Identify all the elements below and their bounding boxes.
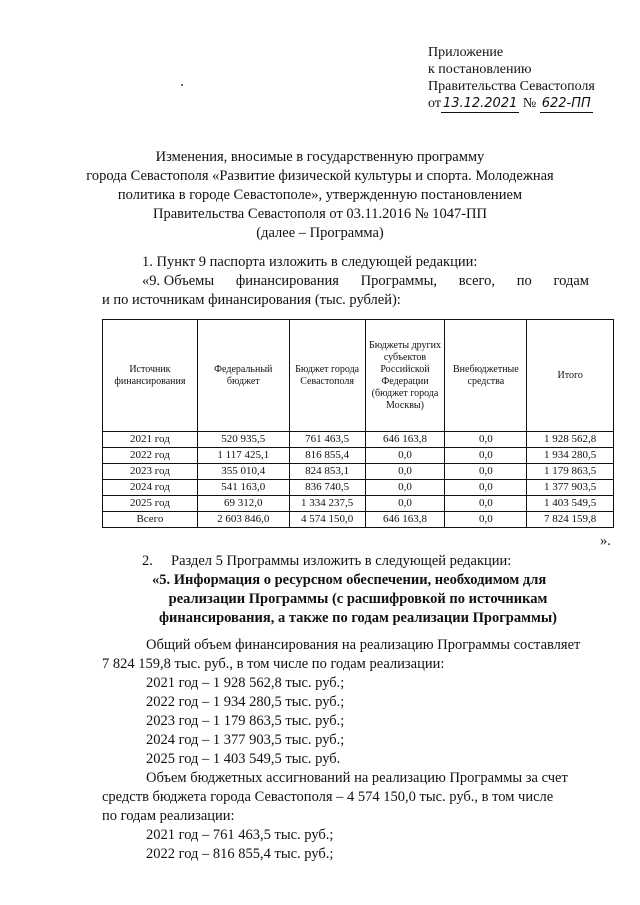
table-close-mark: ». <box>600 533 611 549</box>
year-total-item: 2024 год – 1 377 903,5 тыс. руб.; <box>146 732 345 748</box>
table-cell: 0,0 <box>445 464 527 480</box>
table-cell: 2022 год <box>103 448 198 464</box>
year-city-item: 2022 год – 816 855,4 тыс. руб.; <box>146 846 334 862</box>
table-cell: 0,0 <box>445 480 527 496</box>
table-cell: 1 117 425,1 <box>197 448 289 464</box>
year-total-item: 2023 год – 1 179 863,5 тыс. руб.; <box>146 713 345 729</box>
approval-date-line <box>428 95 628 113</box>
section5-heading-line-2: реализации Программы (с расшифровкой по источникам <box>168 591 548 607</box>
table-cell: 836 740,5 <box>289 480 365 496</box>
city-budget-line-3: по годам реализации: <box>102 808 235 824</box>
item2-heading: 2. Раздел 5 Программы изложить в следующей редакции: <box>142 553 512 569</box>
table-row <box>103 432 614 448</box>
table-row <box>103 496 614 512</box>
year-total-item: 2022 год – 1 934 280,5 тыс. руб.; <box>146 694 345 710</box>
table-cell: 0,0 <box>445 496 527 512</box>
title-line-4: Правительства Севастополя от 03.11.2016 № 1047-ПП <box>152 206 488 222</box>
financing-table <box>102 319 614 528</box>
table-cell: 1 179 863,5 <box>527 464 614 480</box>
approval-block <box>428 44 628 113</box>
number-label: № <box>522 96 537 111</box>
city-budget-line-2: средств бюджета города Севастополя – 4 574 150,0 тыс. руб., в том числе <box>102 789 554 805</box>
table-cell: 355 010,4 <box>197 464 289 480</box>
year-city-item: 2021 год – 761 463,5 тыс. руб.; <box>146 827 334 843</box>
table-row <box>103 464 614 480</box>
handwritten-date: 13.12.2021 <box>442 96 518 111</box>
table-cell: 7 824 159,8 <box>527 512 614 528</box>
section5-heading-line-3: финансирования, а также по годам реализации Программы) <box>158 610 558 626</box>
approval-line-1: Приложение <box>428 45 504 60</box>
city-budget-line-1: Объем бюджетных ассигнований на реализацию Программы за счет <box>146 770 568 786</box>
table-cell: 1 334 237,5 <box>289 496 365 512</box>
table-cell: Всего <box>103 512 198 528</box>
title-line-1: Изменения, вносимые в государственную программу <box>155 149 485 165</box>
table-cell: 1 403 549,5 <box>527 496 614 512</box>
table-cell: 0,0 <box>445 512 527 528</box>
table-row <box>103 448 614 464</box>
table-header-row <box>103 320 614 432</box>
table-cell: 0,0 <box>365 496 445 512</box>
title-line-3: политика в городе Севастополе», утвержденную постановлением <box>117 187 523 203</box>
item1-line-2: и по источникам финансирования (тыс. рублей): <box>102 292 401 308</box>
table-cell: 761 463,5 <box>289 432 365 448</box>
table-cell: 0,0 <box>445 432 527 448</box>
approval-line-3: Правительства Севастополя <box>428 79 595 94</box>
header-extrabudget: Внебюджетные средства <box>445 320 527 432</box>
table-cell: 816 855,4 <box>289 448 365 464</box>
table-cell: 1 934 280,5 <box>527 448 614 464</box>
table-cell: 646 163,8 <box>365 512 445 528</box>
approval-line-2: к постановлению <box>428 62 532 77</box>
table-cell: 2024 год <box>103 480 198 496</box>
table-cell: 0,0 <box>445 448 527 464</box>
table-cell: 4 574 150,0 <box>289 512 365 528</box>
header-source: Источник финансирования <box>103 320 198 432</box>
from-label: от <box>428 96 441 111</box>
header-other-subjects: Бюджеты других субъектов Российской Федерации (бюджет города Москвы) <box>365 320 445 432</box>
table-cell: 0,0 <box>365 464 445 480</box>
table-cell: 69 312,0 <box>197 496 289 512</box>
table-cell: 0,0 <box>365 448 445 464</box>
header-city: Бюджет города Севастополя <box>289 320 365 432</box>
table-cell: 1 377 903,5 <box>527 480 614 496</box>
item1-heading: 1. Пункт 9 паспорта изложить в следующей редакции: <box>142 254 478 270</box>
document-title <box>80 148 560 243</box>
handwritten-number: 622-ПП <box>541 96 591 111</box>
table-cell: 541 163,0 <box>197 480 289 496</box>
table-cell: 2 603 846,0 <box>197 512 289 528</box>
total-line-2: 7 824 159,8 тыс. руб., в том числе по годам реализации: <box>102 656 445 672</box>
table-row-total <box>103 512 614 528</box>
table-cell: 2023 год <box>103 464 198 480</box>
title-line-2: города Севастополя «Развитие физической культуры и спорта. Молодежная <box>86 168 554 184</box>
section5-heading-line-1: «5. Информация о ресурсном обеспечении, необходимом для <box>152 572 547 588</box>
table-cell: 2021 год <box>103 432 198 448</box>
year-total-item: 2021 год – 1 928 562,8 тыс. руб.; <box>146 675 345 691</box>
table-row <box>103 480 614 496</box>
table-cell: 1 928 562,8 <box>527 432 614 448</box>
table-cell: 520 935,5 <box>197 432 289 448</box>
table-cell: 2025 год <box>103 496 198 512</box>
title-line-5: (далее – Программа) <box>256 225 384 241</box>
scan-speck <box>181 84 183 86</box>
table-cell: 646 163,8 <box>365 432 445 448</box>
year-total-item: 2025 год – 1 403 549,5 тыс. руб. <box>146 751 341 767</box>
table-cell: 0,0 <box>365 480 445 496</box>
item1-line-1: «9. Объемы финансирования Программы, всего, по годам <box>142 273 589 289</box>
table-cell: 824 853,1 <box>289 464 365 480</box>
total-line-1: Общий объем финансирования на реализацию Программы составляет <box>146 637 581 653</box>
header-total: Итого <box>527 320 614 432</box>
header-federal: Федеральный бюджет <box>197 320 289 432</box>
